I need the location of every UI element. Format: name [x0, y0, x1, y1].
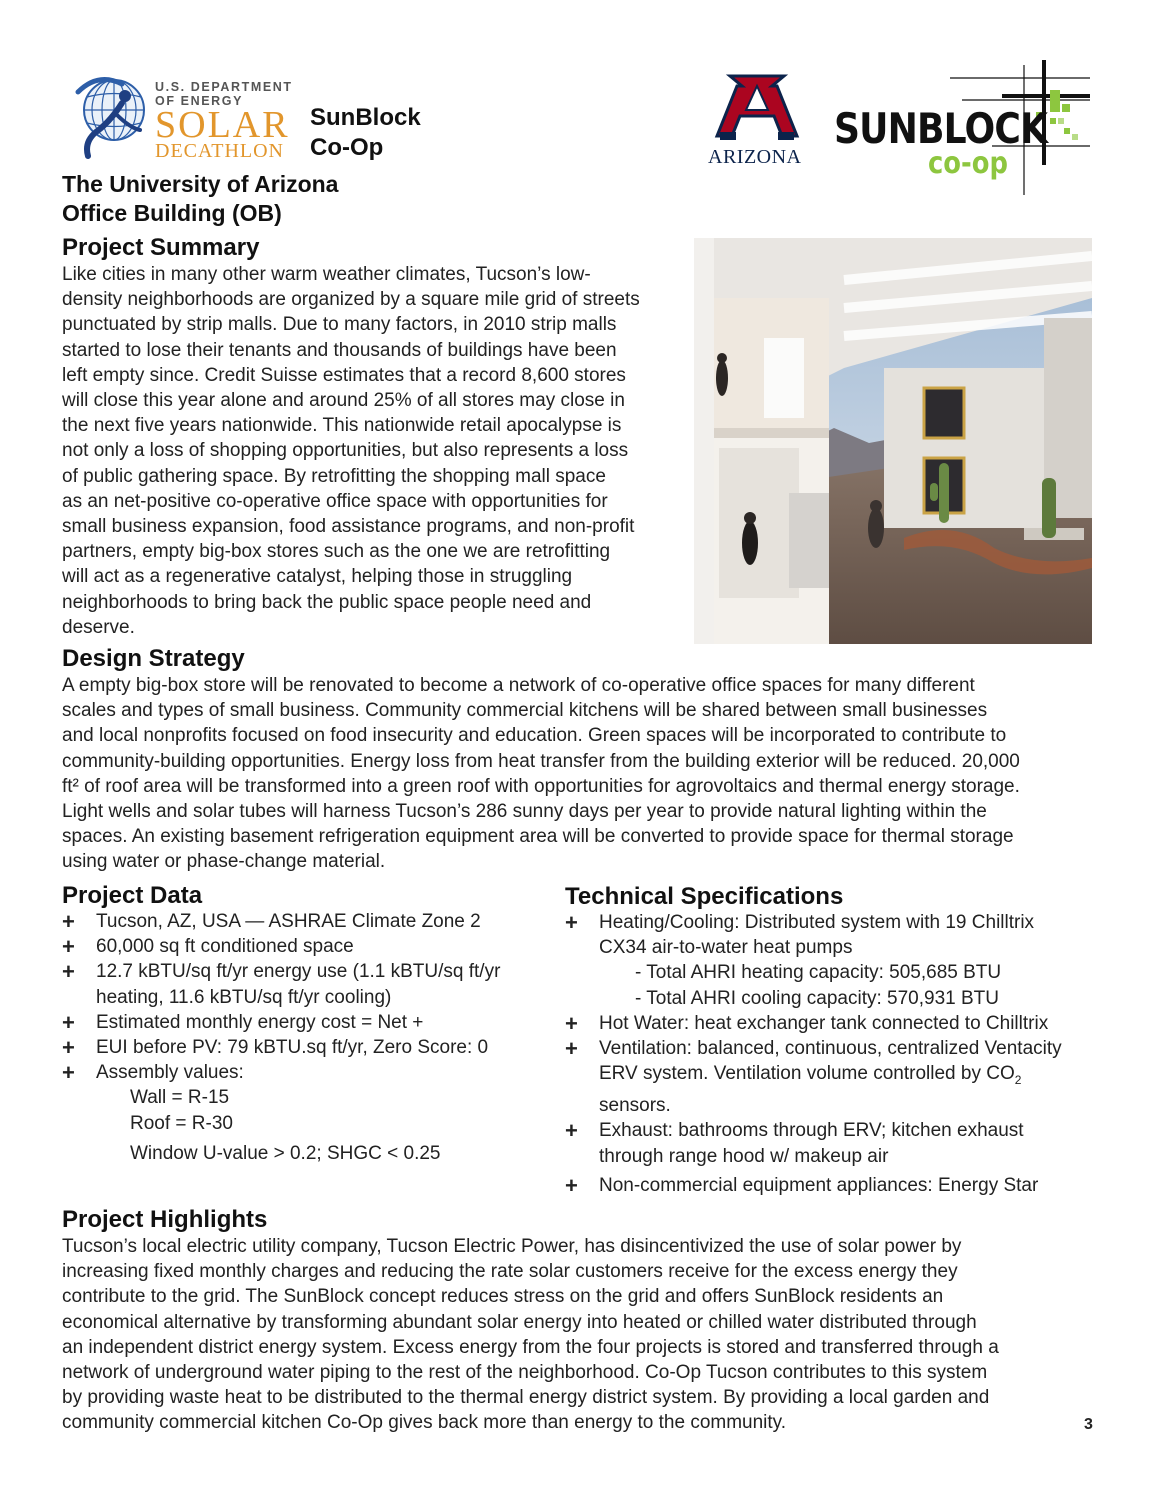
- project-data-text-cont: heating, 11.6 kBTU/sq ft/yr cooling): [96, 986, 392, 1008]
- summary-line: not only a loss of shopping opportunities, but also represents a loss: [62, 440, 629, 462]
- plus-bullet-icon: +: [62, 1060, 75, 1086]
- summary-line: will close this year alone and around 25% of all stores may close in: [62, 390, 625, 412]
- project-name-line2: Co-Op: [310, 134, 384, 161]
- summary-line: partners, empty big-box stores such as the one we are retrofitting: [62, 541, 611, 563]
- project-data-heading: Project Data: [62, 882, 203, 909]
- highlight-line: economical alternative by transforming abundant solar energy into heated or chilled water distributed through: [62, 1311, 977, 1333]
- strategy-line: and local nonprofits focused on food insecurity and education. Green spaces will be incorporated to contribute to: [62, 725, 1007, 747]
- plus-bullet-icon: +: [565, 1036, 578, 1062]
- strategy-line: spaces. An existing basement refrigeration equipment area will be converted to provide space for thermal storage: [62, 826, 1014, 848]
- summary-line: the next five years nationwide. This nationwide retail apocalypse is: [62, 415, 622, 437]
- tech-spec-text-cont: [599, 1061, 1105, 1093]
- plus-bullet-icon: +: [62, 959, 75, 985]
- sd-solar-label: SOLAR: [155, 104, 290, 146]
- project-data-text: Estimated monthly energy cost = Net +: [96, 1011, 424, 1033]
- summary-line: Like cities in many other warm weather climates, Tucson’s low-: [62, 264, 591, 285]
- project-data-item: [62, 1035, 542, 1060]
- highlight-line: community commercial kitchen Co-Op gives back more than energy to the community.: [62, 1412, 787, 1434]
- strategy-line: ft² of roof area will be transformed into a green roof with opportunities for agrovoltaics and thermal energy storage.: [62, 775, 1020, 797]
- summary-line: as an net-positive co-operative office space with opportunities for: [62, 490, 608, 512]
- sd-dept-label: U.S. DEPARTMENT OF ENERGY: [155, 80, 293, 108]
- plus-bullet-icon: +: [62, 1009, 75, 1035]
- strategy-line: community-building opportunities. Energy loss from heat transfer from the building exterior will be reduced. 20,000: [62, 750, 1020, 772]
- project-data-text: Tucson, AZ, USA — ASHRAE Climate Zone 2: [96, 911, 481, 932]
- project-data-item: [62, 1010, 542, 1035]
- project-data-item: [62, 959, 542, 1009]
- project-data-text: Assembly values:: [96, 1062, 244, 1084]
- project-data-item: [62, 909, 542, 934]
- strategy-line: A empty big-box store will be renovated to become a network of co-operative office spaces for many different: [62, 675, 975, 696]
- tech-spec-text: Exhaust: bathrooms through ERV; kitchen exhaust: [599, 1120, 1024, 1142]
- assembly-sub-item: Roof = R-30: [130, 1112, 233, 1134]
- design-strategy-body: [62, 673, 1102, 875]
- project-data-item: [62, 1060, 542, 1085]
- summary-line: small business expansion, food assistance programs, and non-profit: [62, 516, 635, 538]
- plus-bullet-icon: +: [565, 1010, 578, 1036]
- summary-line: left empty since. Credit Suisse estimates that a record 8,600 stores: [62, 364, 626, 386]
- coop-wordmark: co-op: [928, 146, 1008, 181]
- strategy-line: using water or phase-change material.: [62, 851, 386, 873]
- project-highlights-heading: Project Highlights: [62, 1206, 268, 1233]
- project-name-line1: SunBlock: [310, 104, 421, 131]
- project-data-text: 12.7 kBTU/sq ft/yr energy use (1.1 kBTU/sq ft/yr: [96, 961, 501, 983]
- tech-spec-sub: - Total AHRI cooling capacity: 570,931 BTU: [635, 987, 1000, 1009]
- sd-decathlon-label: DECATHLON: [155, 140, 284, 162]
- highlight-line: by providing waste heat to be distributed to the thermal energy district system. By providing a local garden and: [62, 1387, 990, 1409]
- summary-line: density neighborhoods are organized by a square mile grid of streets: [62, 289, 640, 311]
- highlight-line: an independent district energy system. Excess energy from the four projects is stored and transferred through a: [62, 1336, 999, 1358]
- vent-line: ERV system. Ventilation volume controlled by CO: [599, 1063, 1015, 1085]
- project-highlights-body: [62, 1234, 1102, 1436]
- plus-bullet-icon: +: [565, 910, 578, 935]
- tech-specs-list: [565, 910, 1105, 1198]
- summary-line: punctuated by strip malls. Due to many factors, in 2010 strip malls: [62, 314, 617, 336]
- highlight-line: Tucson’s local electric utility company, Tucson Electric Power, has disincentivized the use of solar power by: [62, 1236, 962, 1257]
- tech-spec-item: [565, 910, 1105, 1011]
- tech-spec-text: Ventilation: balanced, continuous, centralized Ventacity: [599, 1038, 1062, 1060]
- plus-bullet-icon: +: [62, 909, 75, 934]
- arizona-wordmark: ARIZONA: [708, 146, 802, 168]
- highlight-line: network of underground water piping to the rest of the neighborhood. Co-Op Tucson contributes to this system: [62, 1362, 988, 1384]
- co2-subscript: 2: [1014, 1073, 1022, 1088]
- tech-spec-text-cont: CX34 air-to-water heat pumps: [599, 937, 853, 959]
- solar-decathlon-wordmark: [155, 80, 295, 161]
- plus-bullet-icon: +: [565, 1172, 578, 1198]
- tech-spec-item: [565, 1011, 1105, 1036]
- page-number: 3: [1084, 1416, 1093, 1433]
- strategy-line: Light wells and solar tubes will harness Tucson’s 286 sunny days per year to provide natural lighting within the: [62, 801, 987, 823]
- summary-line: will act as a regenerative catalyst, helping those in struggling: [62, 566, 573, 588]
- tech-spec-text: Non-commercial equipment appliances: Energy Star: [599, 1174, 1039, 1196]
- tech-spec-text: Heating/Cooling: Distributed system with 19 Chilltrix: [599, 912, 1035, 933]
- highlight-line: contribute to the grid. The SunBlock concept reduces stress on the grid and offers SunBlock residents an: [62, 1286, 944, 1308]
- title-line1: The University of Arizona: [62, 171, 339, 197]
- project-data-text: EUI before PV: 79 kBTU.sq ft/yr, Zero Score: 0: [96, 1037, 489, 1059]
- project-name: [310, 103, 421, 163]
- tech-spec-item: [565, 1036, 1105, 1118]
- title-line2: Office Building (OB): [62, 200, 282, 226]
- project-summary-heading: Project Summary: [62, 234, 260, 261]
- highlight-line: increasing fixed monthly charges and reducing the rate solar customers receive for the excess energy they: [62, 1261, 958, 1283]
- summary-line: deserve.: [62, 616, 135, 638]
- plus-bullet-icon: +: [565, 1118, 578, 1144]
- project-data-list: [62, 909, 542, 1166]
- strategy-line: scales and types of small business. Community commercial kitchens will be shared between small businesses: [62, 700, 988, 722]
- assembly-sub-item: Window U-value > 0.2; SHGC < 0.25: [130, 1142, 441, 1164]
- building-rendering-image: [694, 238, 1092, 644]
- summary-line: neighborhoods to bring back the public space people need and: [62, 591, 592, 613]
- sunblock-wordmark: SUNBLOCK: [834, 104, 1048, 153]
- tech-spec-sub: - Total AHRI heating capacity: 505,685 BTU: [635, 962, 1002, 984]
- plus-bullet-icon: +: [62, 934, 75, 960]
- project-summary-body: [62, 262, 687, 640]
- tech-spec-item: [565, 1173, 1105, 1198]
- assembly-sub-item: Wall = R-15: [130, 1087, 230, 1109]
- tech-spec-text-cont: sensors.: [599, 1095, 671, 1117]
- building-title: [62, 170, 338, 228]
- tech-spec-text-cont: through range hood w/ makeup air: [599, 1145, 889, 1167]
- project-data-item: [62, 934, 542, 959]
- tech-spec-text: Hot Water: heat exchanger tank connected to Chilltrix: [599, 1012, 1049, 1034]
- tech-specs-heading: Technical Specifications: [565, 883, 844, 910]
- solar-decathlon-globe-logo: [70, 70, 148, 160]
- plus-bullet-icon: +: [62, 1035, 75, 1061]
- summary-line: started to lose their tenants and thousands of buildings have been: [62, 339, 617, 361]
- tech-spec-item: [565, 1118, 1105, 1168]
- project-data-text: 60,000 sq ft conditioned space: [96, 936, 354, 958]
- summary-line: of public gathering space. By retrofitting the shopping mall space: [62, 465, 606, 487]
- design-strategy-heading: Design Strategy: [62, 645, 245, 672]
